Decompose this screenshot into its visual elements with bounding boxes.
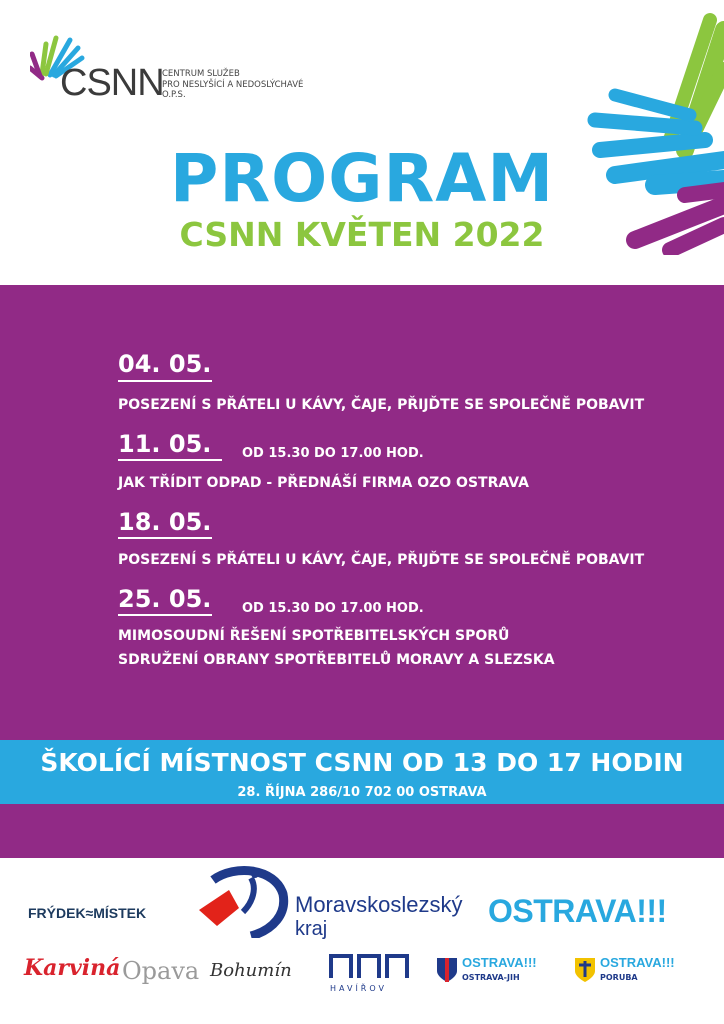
logo-sub-line: CENTRUM SLUŽEB bbox=[162, 69, 240, 79]
havirov-logo-icon bbox=[328, 952, 410, 980]
event-date: 04. 05. bbox=[118, 350, 212, 378]
page-title: PROGRAM bbox=[169, 140, 555, 217]
logo-sub-line: PRO NESLYŠÍCÍ A NEDOSLÝCHAVÉ bbox=[162, 79, 304, 90]
page-subtitle: CSNN KVĚTEN 2022 bbox=[179, 215, 545, 254]
ostrava-jih-main: OSTRAVA!!! bbox=[462, 955, 537, 970]
event-description: JAK TŘÍDIT ODPAD - PŘEDNÁŠÍ FIRMA OZO OSTRAVA bbox=[118, 475, 529, 491]
logo-subtitle bbox=[162, 69, 303, 101]
logo-text: CSNN bbox=[60, 62, 164, 104]
event-time: OD 15.30 DO 17.00 HOD. bbox=[242, 601, 424, 616]
msk-text-line2: kraj bbox=[295, 918, 328, 940]
venue-address: 28. ŘÍJNA 286/10 702 00 OSTRAVA bbox=[237, 785, 487, 800]
ostrava-poruba-sub: PORUBA bbox=[600, 973, 638, 982]
event-description: POSEZENÍ S PŘÁTELI U KÁVY, ČAJE, PŘIJĎTE SE SPOLEČNĚ POBAVIT bbox=[118, 397, 645, 413]
ostrava-jih-sub: OSTRAVA-JIH bbox=[462, 973, 520, 982]
event-description: SDRUŽENÍ OBRANY SPOTŘEBITELŮ MORAVY A SLEZSKA bbox=[118, 652, 555, 668]
event-description: POSEZENÍ S PŘÁTELI U KÁVY, ČAJE, PŘIJĎTE SE SPOLEČNĚ POBAVIT bbox=[118, 552, 645, 568]
event-date: 18. 05. bbox=[118, 508, 212, 536]
ostrava-poruba-main: OSTRAVA!!! bbox=[600, 955, 675, 970]
bohumin-logo: Bohumín bbox=[210, 960, 292, 981]
event-date: 25. 05. bbox=[118, 585, 212, 613]
msk-text-line1: Moravskoslezský bbox=[295, 892, 463, 917]
frydek-mistek-logo: FRÝDEK≈MÍSTEK bbox=[28, 905, 147, 921]
date-underline bbox=[118, 614, 212, 616]
date-underline bbox=[118, 537, 212, 539]
date-underline bbox=[118, 459, 222, 461]
moravskoslezsky-kraj-emblem-icon bbox=[195, 866, 295, 938]
ostrava-jih-coat-of-arms-icon bbox=[436, 957, 458, 983]
event-description: MIMOSOUDNÍ ŘEŠENÍ SPOTŘEBITELSKÝCH SPORŮ bbox=[118, 628, 510, 644]
havirov-text: HAVÍŘOV bbox=[330, 984, 387, 993]
karvina-logo: Karviná bbox=[24, 955, 121, 981]
logo-sub-line: O.P.S. bbox=[162, 90, 186, 100]
venue-title: ŠKOLÍCÍ MÍSTNOST CSNN OD 13 DO 17 HODIN bbox=[40, 748, 684, 777]
poruba-coat-of-arms-icon bbox=[574, 957, 596, 983]
opava-logo: Opava bbox=[122, 957, 200, 985]
ostrava-logo: OSTRAVA!!! bbox=[488, 893, 667, 929]
date-underline bbox=[118, 380, 212, 382]
event-time: OD 15.30 DO 17.00 HOD. bbox=[242, 446, 424, 461]
event-date: 11. 05. bbox=[118, 430, 212, 458]
